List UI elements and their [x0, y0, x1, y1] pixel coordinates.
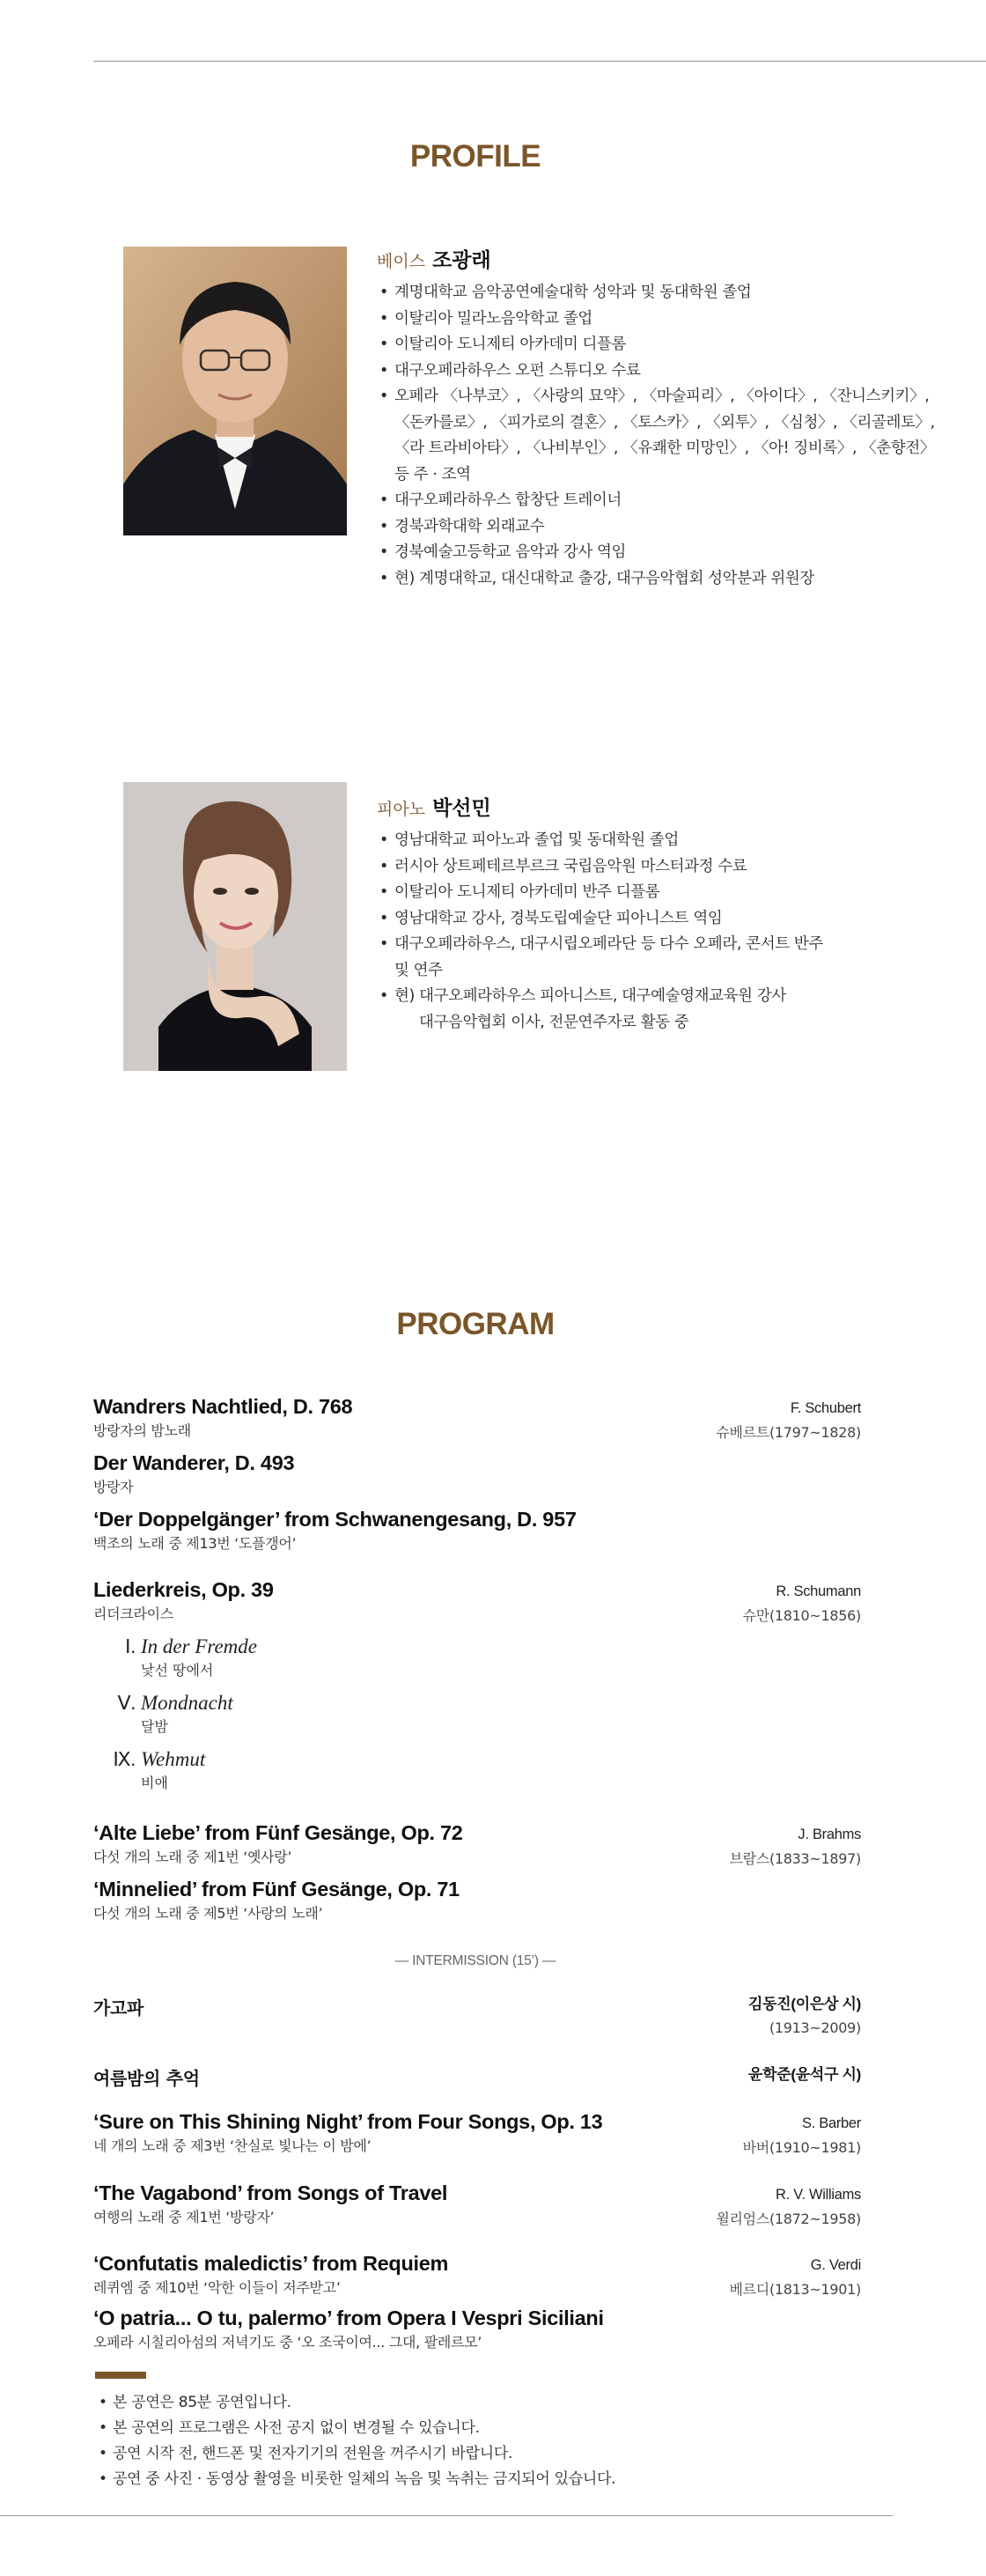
intermission-label: — INTERMISSION (15’) — — [394, 1953, 556, 1968]
composer — [716, 2183, 861, 2231]
profile-title: PROFILE — [409, 139, 541, 173]
composer-name: S. Barber — [802, 2115, 861, 2131]
work-title: 여름밤의 추억 — [93, 2068, 200, 2089]
composer — [743, 1580, 861, 1628]
bass-portrait — [123, 247, 347, 535]
composer-korean: 슈베르트(1797~1828) — [716, 1424, 861, 1441]
work-title: Der Wanderer, D. 493 — [93, 1451, 295, 1474]
program-item — [93, 1994, 861, 2036]
work-subtitle: 여행의 노래 중 제1번 ‘방랑자’ — [93, 2209, 275, 2225]
notice-item: • 본 공연의 프로그램은 사전 공지 없이 변경될 수 있습니다. — [93, 2416, 615, 2441]
bio-item: • 대구오페라하우스 합창단 트레이너 — [377, 488, 935, 514]
composer — [730, 2254, 862, 2301]
composer-name: J. Brahms — [798, 1827, 861, 1842]
movement-number: Ⅰ. — [125, 1635, 136, 1657]
pianist-name — [377, 792, 491, 821]
composer-korean: 윌리엄스(1872~1958) — [716, 2211, 861, 2227]
composer-name: 김동진(이은상 시) — [748, 1996, 861, 2012]
work-subtitle: 레퀴엠 중 제10번 ‘악한 이들이 저주받고’ — [93, 2279, 341, 2296]
bio-item: • 대구오페라하우스 오펀 스튜디오 수료 — [377, 358, 935, 385]
composer — [743, 2112, 861, 2159]
notice-list — [93, 2390, 615, 2492]
composer — [730, 1823, 862, 1871]
bio-item-continued: 대구음악협회 이사, 전문연주자로 활동 중 — [419, 1013, 689, 1031]
movement-title: Mondnacht — [141, 1692, 233, 1714]
bio-item: • 영남대학교 피아노과 졸업 및 동대학원 졸업 — [377, 828, 823, 854]
bio-item: • 현) 계명대학교, 대신대학교 출강, 대구음악협회 성악분과 위원장 — [377, 566, 935, 593]
top-divider — [93, 61, 986, 62]
bio-item: • 계명대학교 음악공연예술대학 성악과 및 동대학원 졸업 — [377, 280, 935, 306]
bio-item: • 대구오페라하우스, 대구시립오페라단 등 다수 오페라, 콘서트 반주 — [377, 932, 823, 958]
composer-korean: 베르디(1813~1901) — [729, 2281, 861, 2298]
work-subtitle: 오페라 시칠리아섬의 저녁기도 중 ‘오 조국이여... 그대, 팔레르모’ — [93, 2334, 482, 2351]
movement-subtitle: 달밤 — [141, 1718, 168, 1735]
bio-item-continued: 및 연주 — [394, 961, 443, 979]
bass-name-text: 조광래 — [432, 249, 491, 272]
work-title: ‘Confutatis maledictis’ from Requiem — [93, 2252, 449, 2275]
program-item — [93, 1821, 861, 1866]
bottom-divider — [0, 2515, 893, 2516]
program-title: PROGRAM — [396, 1307, 555, 1341]
pianist-portrait — [123, 782, 347, 1071]
program-item — [93, 1508, 861, 1553]
work-subtitle: 방랑자의 밤노래 — [93, 1422, 191, 1439]
program-item — [93, 1578, 861, 1623]
movement — [104, 1635, 257, 1679]
pianist-name-text: 박선민 — [432, 797, 491, 820]
composer-years: (1913~2009) — [769, 2019, 861, 2036]
notes-accent-bar — [95, 2372, 146, 2379]
work-title: Wandrers Nachtlied, D. 768 — [93, 1395, 353, 1418]
bass-name — [377, 244, 491, 273]
program-item — [93, 2064, 861, 2090]
bass-bio-list — [377, 280, 935, 592]
work-title: ‘The Vagabond’ from Songs of Travel — [93, 2181, 448, 2204]
bio-item: • 현) 대구오페라하우스 피아니스트, 대구예술영재교육원 강사 — [377, 984, 823, 1010]
composer-name: R. Schumann — [776, 1583, 861, 1599]
composer — [716, 1397, 861, 1444]
composer-korean: 바버(1910~1981) — [742, 2139, 861, 2156]
bass-role: 베이스 — [377, 252, 426, 271]
notice-item: • 공연 시작 전, 핸드폰 및 전자기기의 전원을 꺼주시기 바랍니다. — [93, 2441, 615, 2467]
program-item — [93, 1451, 861, 1496]
work-title: ‘Sure on This Shining Night’ from Four Songs, Op. 13 — [93, 2110, 603, 2133]
work-subtitle: 방랑자 — [93, 1479, 134, 1495]
program-item — [93, 2252, 861, 2297]
bio-item: • 러시아 상트페테르부르크 국립음악원 마스터과정 수료 — [377, 854, 823, 881]
composer-name: G. Verdi — [810, 2257, 861, 2273]
work-title: ‘O patria... O tu, palermo’ from Opera I Vespri Siciliani — [93, 2307, 604, 2329]
program-item — [93, 1878, 861, 1923]
composer-name: 윤학준(윤석구 시) — [748, 2066, 861, 2083]
program-item — [93, 1395, 861, 1440]
work-title: ‘Der Doppelgänger’ from Schwanengesang, D. 957 — [93, 1508, 577, 1531]
bio-item: • 이탈리아 밀라노음악학교 졸업 — [377, 306, 935, 333]
movement-number: Ⅴ. — [117, 1692, 136, 1714]
program-item — [93, 2181, 861, 2226]
bio-item-continued: 〈라 트라비아타〉, 〈나비부인〉, 〈유쾌한 미망인〉, 〈아! 징비록〉, 〈춘향전〉 — [394, 439, 936, 457]
work-subtitle: 다섯 개의 노래 중 제1번 ‘옛사랑’ — [93, 1849, 292, 1865]
program-item — [93, 2307, 861, 2351]
program-item — [93, 2110, 861, 2155]
bio-item: • 경북예술고등학교 음악과 강사 역임 — [377, 540, 935, 566]
movement-subtitle: 비애 — [141, 1775, 168, 1791]
work-title: 가고파 — [93, 1997, 144, 2019]
work-subtitle: 다섯 개의 노래 중 제5번 ‘사랑의 노래’ — [93, 1905, 323, 1922]
bio-item: • 이탈리아 도니제티 아카데미 반주 디플롬 — [377, 880, 823, 906]
movement — [104, 1692, 233, 1736]
composer — [748, 2063, 861, 2086]
work-subtitle: 네 개의 노래 중 제3번 ‘찬실로 빛나는 이 밤에’ — [93, 2137, 372, 2154]
movement-number: Ⅸ. — [113, 1748, 136, 1770]
work-subtitle: 리더크라이스 — [93, 1605, 173, 1622]
work-title: ‘Minnelied’ from Fünf Gesänge, Op. 71 — [93, 1878, 460, 1901]
composer-name: R. V. Williams — [776, 2187, 861, 2203]
composer-korean: 브람스(1833~1897) — [729, 1850, 861, 1867]
pianist-bio-list — [377, 828, 823, 1036]
work-subtitle: 백조의 노래 중 제13번 ‘도플갱어’ — [93, 1535, 297, 1552]
movement-title: In der Fremde — [141, 1635, 257, 1657]
notice-item: • 공연 중 사진 · 동영상 촬영을 비롯한 일체의 녹음 및 녹취는 금지되어 있습니다. — [93, 2467, 615, 2492]
composer — [748, 1992, 861, 2040]
bio-item: • 경북과학대학 외래교수 — [377, 514, 935, 541]
bio-item: • 영남대학교 강사, 경북도립예술단 피아니스트 역임 — [377, 906, 823, 933]
movement-title: Wehmut — [141, 1748, 206, 1770]
composer-korean: 슈만(1810~1856) — [742, 1607, 861, 1624]
bio-item: • 이탈리아 도니제티 아카데미 디플롬 — [377, 332, 935, 358]
movement — [104, 1748, 205, 1792]
composer-name: F. Schubert — [790, 1400, 861, 1416]
movement-subtitle: 낯선 땅에서 — [141, 1662, 214, 1679]
notice-item: • 본 공연은 85분 공연입니다. — [93, 2390, 615, 2416]
pianist-role: 피아노 — [377, 800, 426, 819]
work-title: ‘Alte Liebe’ from Fünf Gesänge, Op. 72 — [93, 1821, 463, 1844]
bio-item-continued: 〈돈카를로〉, 〈피가로의 결혼〉, 〈토스카〉, 〈외투〉, 〈심청〉, 〈리골레토〉, — [394, 413, 935, 432]
bio-item: • 오페라 〈나부코〉, 〈사랑의 묘약〉, 〈마술피리〉, 〈아이다〉, 〈잔니스키키〉, — [377, 384, 935, 410]
work-title: Liederkreis, Op. 39 — [93, 1578, 274, 1601]
bio-item-continued: 등 주 · 조역 — [394, 465, 471, 483]
